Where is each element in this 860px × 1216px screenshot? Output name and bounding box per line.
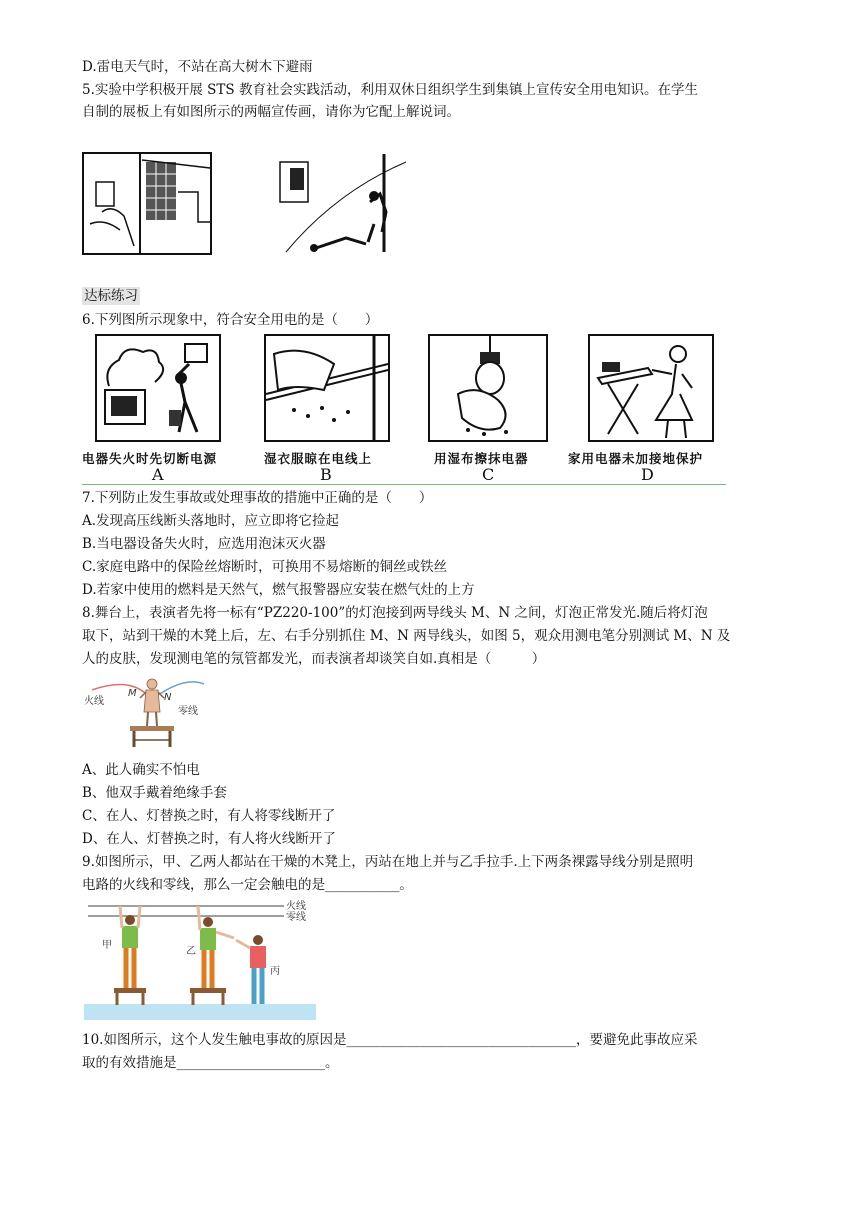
q5-poster-switch-illustration <box>82 152 212 255</box>
q9-label-live: 火线 <box>286 901 306 912</box>
q5-line-1: 5.实验中学积极开展 STS 教育社会实践活动，利用双休日组织学生到集镇上宣传安全用电知识。在学生 <box>82 82 698 98</box>
q9-label-yi: 乙 <box>186 946 196 957</box>
q8-line-1: 8.舞台上，表演者先将一标有“PZ220-100”的灯泡接到两导线头 M、N 之间，灯泡正常发光.随后将灯泡 <box>82 605 708 621</box>
q9-label-jia: 甲 <box>102 940 112 951</box>
q8-option-d: D、在人、灯替换之时，有人将火线断开了 <box>82 831 336 847</box>
q6-letter-d: D <box>641 465 654 484</box>
q6-letter-c: C <box>482 465 495 484</box>
q5-poster-rescue-illustration <box>278 152 408 255</box>
q10-line-2: 取的有效措施是______________________。 <box>82 1055 339 1071</box>
q8-option-a: A、此人确实不怕电 <box>82 762 200 778</box>
q7-option-b: B.当电器设备失火时，应选用泡沫灭火器 <box>82 536 326 552</box>
q9-label-neutral: 零线 <box>286 912 306 923</box>
q7-option-c: C.家庭电路中的保险丝熔断时，可换用不易熔断的铜丝或铁丝 <box>82 559 448 575</box>
q6-panel-b-illustration <box>264 334 390 442</box>
q8-line-3: 人的皮肤，发现测电笔的氖管都发光，而表演者却谈笑自如.真相是（ ） <box>82 651 546 667</box>
q8-label-live: 火线 <box>84 696 104 707</box>
section-title: 达标练习 <box>84 288 138 304</box>
q6-caption-d: 家用电器未加接地保护 <box>568 451 704 466</box>
q8-label-m: M <box>128 688 137 699</box>
q9-line-2: 电路的火线和零线，那么一定会触电的是___________。 <box>82 877 413 893</box>
q6-panel-d-illustration <box>588 334 714 442</box>
q4-option-d: D.雷电天气时，不站在高大树木下避雨 <box>82 59 313 75</box>
q8-line-2: 取下，站到干燥的木凳上后，左、右手分别抓住 M、N 两导线头，如图 5，观众用测电笔分别测试 M、N 及 <box>82 628 731 644</box>
q6-stem: 6.下列图所示现象中，符合安全用电的是（ ） <box>82 312 379 328</box>
q6-letter-a: A <box>152 465 164 484</box>
q8-option-c: C、在人、灯替换之时，有人将零线断开了 <box>82 808 336 824</box>
q9-wires-figure <box>84 896 316 1020</box>
q6-panel-c-illustration <box>428 334 548 442</box>
q9-line-1: 9.如图所示，甲、乙两人都站在干燥的木凳上，丙站在地上并与乙手拉手.上下两条裸露导线分别是照明 <box>82 854 694 870</box>
q8-label-neutral: 零线 <box>178 706 198 717</box>
q9-label-bing: 丙 <box>270 966 280 977</box>
separator-rule <box>82 484 726 485</box>
q6-caption-b: 湿衣服晾在电线上 <box>264 451 373 466</box>
q6-panel-a-illustration <box>95 334 221 442</box>
q5-line-2: 自制的展板上有如图所示的两幅宣传画，请你为它配上解说词。 <box>82 104 460 120</box>
q7-option-d: D.若家中使用的燃料是天然气，燃气报警器应安装在燃气灶的上方 <box>82 582 475 598</box>
q6-caption-c: 用湿布擦抹电器 <box>434 451 529 466</box>
q7-option-a: A.发现高压线断头落地时，应立即将它捡起 <box>82 513 340 529</box>
q6-letter-b: B <box>320 465 332 484</box>
q7-stem: 7.下列防止发生事故或处理事故的措施中正确的是（ ） <box>82 490 433 506</box>
q8-stage-figure <box>82 672 212 750</box>
q8-option-b: B、他双手戴着绝缘手套 <box>82 785 227 801</box>
q10-line-1: 10.如图所示，这个人发生触电事故的原因是__________________________________，要避免此事故应采 <box>82 1032 698 1048</box>
q6-caption-a: 电器失火时先切断电源 <box>82 451 218 466</box>
q8-label-n: N <box>164 692 172 703</box>
